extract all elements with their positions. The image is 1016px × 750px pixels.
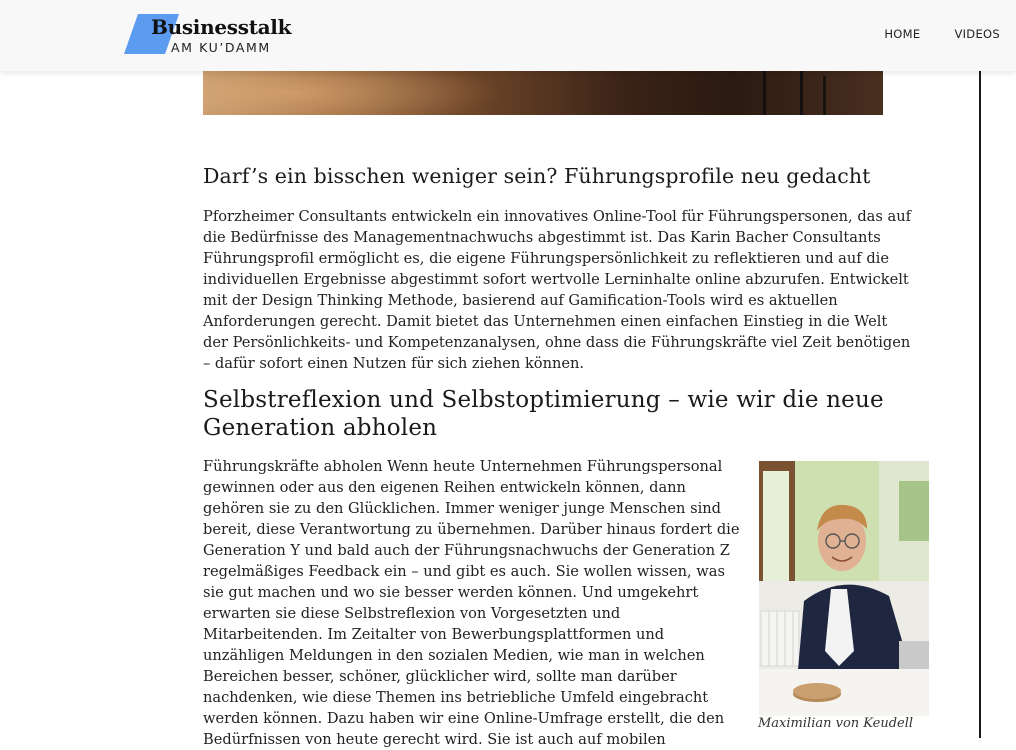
nav-videos-link[interactable]: VIDEOS bbox=[954, 27, 1000, 41]
hero-chair bbox=[763, 71, 803, 115]
site-logo[interactable] bbox=[124, 13, 292, 57]
portrait-photo bbox=[759, 461, 929, 716]
article-paragraph-2: Führungskräfte abholen Wenn heute Unternehmen Führungspersonal gewinnen oder aus den eigenen Reihen entwickeln können, dann gehören sie zu den Glücklichen. Immer weniger junge Menschen sind bereit, diese Verantwortung zu übernehmen. Darüber hinaus fordert die Generation Y und bald auch der Führungsnachwuchs der Generation Z regelmäßiges Feedback ein – und gibt es auch. Sie wollen wissen, was sie gut machen und wo sie besser werden können. Und umgekehrt erwarten sie diese Selbstreflexion von Vorgesetzten und Mitarbeitenden. Im Zeitalter von Bewerbungsplattformen und unzähligen Meldungen in den sozialen Medien, wie man in welchen Bereichen besser, schöner, glücklicher wird, sollte man darüber nachdenken, wie diese Themen ins betriebliche Umfeld eingebracht werden können. Dazu haben wir eine Online-Umfrage erstellt, die den Bedürfnissen von heute gerecht wird. Sie ist auch auf mobilen bbox=[203, 458, 740, 748]
article-heading-2: Selbstreflexion und Selbstoptimierung – wie wir die neue Generation abholen bbox=[203, 387, 884, 441]
site-header bbox=[0, 0, 1016, 71]
content-divider bbox=[979, 71, 981, 738]
logo-title: Businesstalk bbox=[151, 15, 292, 39]
nav-home-link[interactable]: HOME bbox=[884, 27, 921, 41]
portrait-illustration bbox=[759, 461, 929, 716]
article-heading-1: Darf’s ein bisschen weniger sein? Führungsprofile neu gedacht bbox=[203, 164, 871, 188]
article-paragraph-1: Pforzheimer Consultants entwickeln ein innovatives Online-Tool für Führungspersonen, das auf die Bedürfnisse des Managementnachwuchs abgestimmt ist. Das Karin Bacher Consultants Führungsprofil ermöglicht es, die eigene Führungspersönlichkeit zu reflektieren und auf die individuellen Ergebnisse abgestimmt sofort wertvolle Lerninhalte online abzurufen. Entwickelt mit der Design Thinking Methode, basierend auf Gamification-Tools wird es aktuellen Anforderungen gerecht. Damit bietet das Unternehmen einen einfachen Einstieg in die Welt der Persönlichkeits- und Kompetenzanalysen, ohne dass die Führungskräfte viel Zeit benötigen – dafür sofort einen Nutzen für sich ziehen können. bbox=[203, 208, 912, 372]
main-nav bbox=[884, 27, 1000, 41]
logo-subtitle: AM KU’DAMM bbox=[171, 40, 271, 55]
hero-chair bbox=[823, 76, 853, 115]
photo-caption: Maximilian von Keudell bbox=[758, 716, 914, 731]
